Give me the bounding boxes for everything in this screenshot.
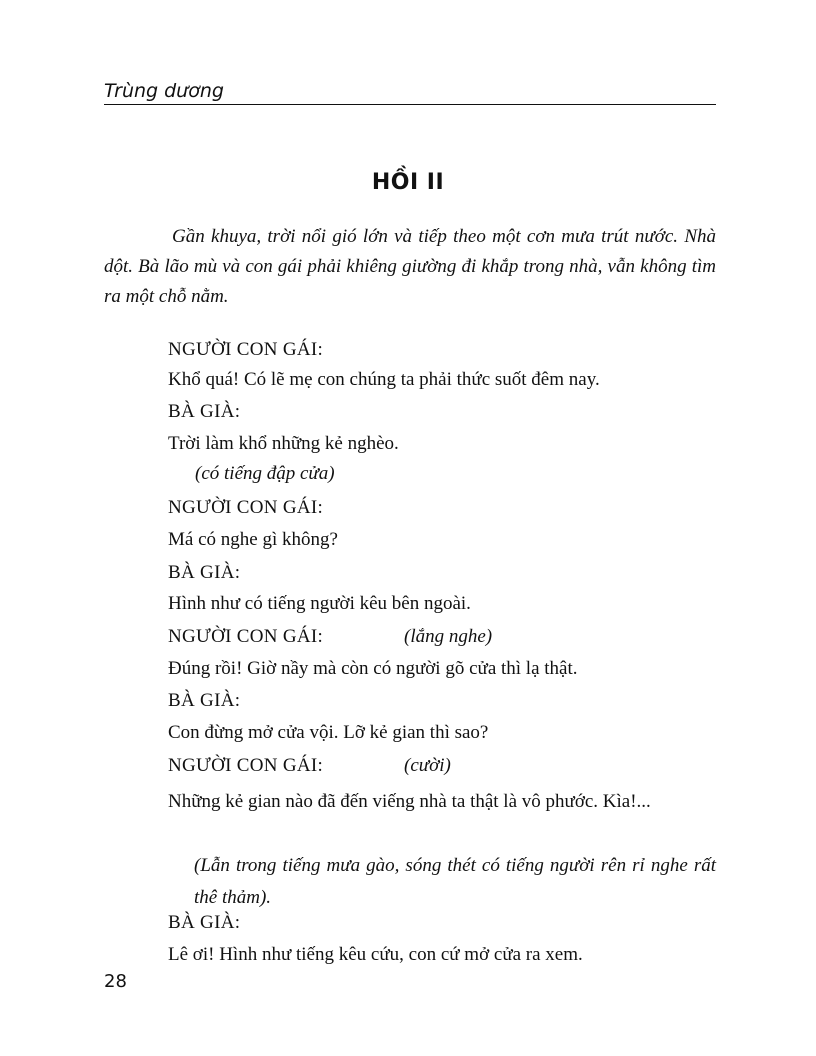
speaker-label: NGƯỜI CON GÁI:	[168, 339, 324, 360]
dialogue-line: Đúng rồi! Giờ nầy mà còn có người gõ cửa thì lạ thật.	[168, 658, 578, 679]
speaker-label: BÀ GIÀ:	[168, 562, 241, 583]
stage-direction: Gần khuya, trời nổi gió lớn và tiếp theo một cơn mưa trút nước. Nhà dột. Bà lão mù và con gái phải khiêng giường đi khắp trong nhà, vẫn không tìm ra một chỗ nằm.	[104, 226, 716, 307]
running-title: Trùng dương	[104, 80, 224, 102]
speaker-label: NGƯỜI CON GÁI:	[168, 626, 324, 647]
speaker-label: NGƯỜI CON GÁI:	[168, 497, 324, 518]
dialogue-line: Con đừng mở cửa vội. Lỡ kẻ gian thì sao?	[168, 722, 489, 743]
dialogue-line: Khổ quá! Có lẽ mẹ con chúng ta phải thức suốt đêm nay.	[168, 369, 600, 390]
stage-cue: (lắng nghe)	[404, 626, 493, 647]
act-title: HỒI II	[371, 170, 445, 195]
speaker-label: BÀ GIÀ:	[168, 912, 241, 933]
running-header	[104, 78, 716, 105]
dialogue-line: Hình như có tiếng người kêu bên ngoài.	[168, 593, 471, 614]
dialogue-paragraph: Những kẻ gian nào đã đến viếng nhà ta thật là vô phước. Kìa!...	[168, 791, 651, 812]
stage-cue-block: (Lẫn trong tiếng mưa gào, sóng thét có tiếng người rên rỉ nghe rất thê thảm).	[194, 855, 716, 908]
dialogue-line: Trời làm khổ những kẻ nghèo.	[168, 433, 399, 454]
speaker-label: NGƯỜI CON GÁI:	[168, 755, 324, 776]
dialogue-line: Lê ơi! Hình như tiếng kêu cứu, con cứ mở cửa ra xem.	[168, 944, 583, 965]
speaker-label: BÀ GIÀ:	[168, 401, 241, 422]
speaker-label: BÀ GIÀ:	[168, 690, 241, 711]
page-number: 28	[104, 971, 127, 992]
dialogue-line: Má có nghe gì không?	[168, 529, 338, 550]
stage-cue: (có tiếng đập cửa)	[195, 463, 335, 484]
stage-cue: (cười)	[404, 755, 451, 776]
